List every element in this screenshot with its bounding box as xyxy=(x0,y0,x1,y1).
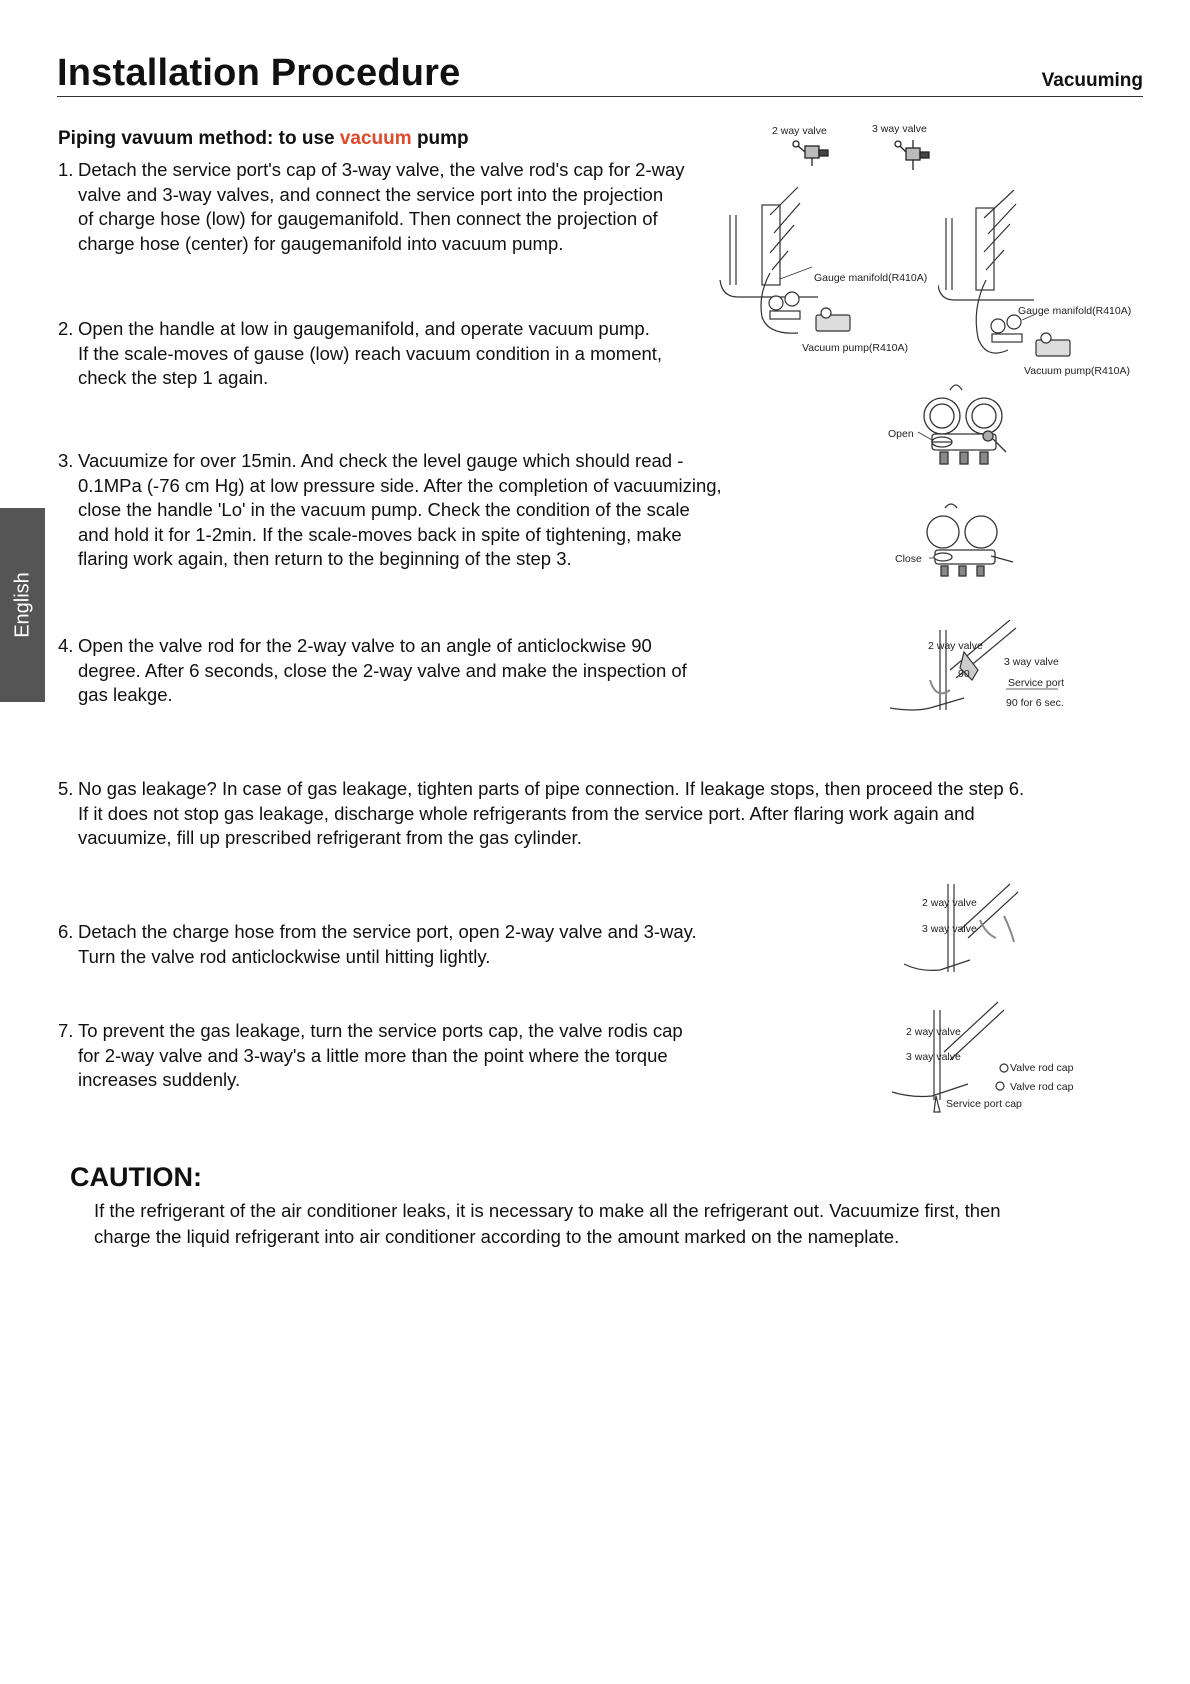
step-line: Detach the charge hose from the service port, open 2-way valve and 3-way. xyxy=(78,921,697,942)
step-line: close the handle 'Lo' in the vacuum pump. Check the condition of the scale xyxy=(78,499,690,520)
step-line: Vacuumize for over 15min. And check the level gauge which should read - xyxy=(78,450,684,471)
step-line: No gas leakage? In case of gas leakage, tighten parts of pipe connection. If leakage stops, then proceed the step 6. xyxy=(78,778,1025,799)
vacuum-setup-right-figure xyxy=(938,190,1138,385)
service-port-cap-label: Service port cap xyxy=(946,1098,1022,1110)
handle-icon xyxy=(934,553,952,561)
method-heading xyxy=(58,128,469,150)
method-heading-prefix: Piping vavuum method: to use xyxy=(58,128,340,149)
close-label: Close xyxy=(895,553,922,565)
method-heading-accent: vacuum xyxy=(339,128,412,149)
vacuum-pump-icon xyxy=(816,308,850,331)
manifold-close-figure xyxy=(895,500,1035,600)
step-line: Open the handle at low in gaugemanifold, and operate vacuum pump. xyxy=(78,318,650,339)
gauge-manifold-icon xyxy=(769,292,800,319)
page-title: Installation Procedure xyxy=(57,52,461,94)
valve-rod-cap-icon xyxy=(1000,1064,1008,1072)
three-way-valve-label: 3 way valve xyxy=(1004,656,1059,668)
step-line: gas leakge. xyxy=(78,684,173,705)
vacuum-pump-label: Vacuum pump(R410A) xyxy=(1024,365,1131,377)
step-line: vacuumize, fill up prescribed refrigerant from the gas cylinder. xyxy=(78,827,582,848)
valve-rod-cap-label: Valve rod cap xyxy=(1010,1062,1074,1074)
method-heading-suffix: pump xyxy=(411,128,469,149)
step-7 xyxy=(58,1019,683,1093)
vacuum-pump-icon xyxy=(1036,333,1070,356)
valve-rod-cap-label: Valve rod cap xyxy=(1010,1081,1074,1093)
two-way-valve-label: 2 way valve xyxy=(928,640,983,652)
angle-label: 90 xyxy=(958,668,970,680)
step-5 xyxy=(58,777,1024,851)
caution-text xyxy=(94,1198,1094,1250)
two-way-valve-icon xyxy=(793,141,828,166)
manifold-open-figure xyxy=(880,380,1030,490)
gauge-manifold-icon xyxy=(927,504,1013,576)
step-line: and hold it for 1-2min. If the scale-moves back in spite of tightening, make xyxy=(78,523,682,545)
step-line: To prevent the gas leakage, turn the service ports cap, the valve rodis cap xyxy=(78,1020,683,1041)
vacuum-pump-label: Vacuum pump(R410A) xyxy=(802,342,909,354)
two-way-valve-label: 2 way valve xyxy=(922,897,977,909)
service-port-label: Service port xyxy=(1008,677,1065,689)
step-number: 1. xyxy=(58,159,74,180)
gauge-manifold-label: Gauge manifold(R410A) xyxy=(1018,305,1132,317)
step-line: valve and 3-way valves, and connect the service port into the projection xyxy=(78,183,664,205)
timing-label: 90 for 6 sec. xyxy=(1006,697,1064,709)
step-4 xyxy=(58,634,687,708)
step-number: 2. xyxy=(58,318,74,339)
two-way-valve-label: 2 way valve xyxy=(772,125,827,137)
step-line: Detach the service port's cap of 3-way valve, the valve rod's cap for 2-way xyxy=(78,159,685,180)
step-line: increases suddenly. xyxy=(78,1069,241,1090)
step-number: 6. xyxy=(58,921,74,942)
header-divider xyxy=(57,96,1143,97)
two-way-valve-label: 2 way valve xyxy=(906,1026,961,1038)
vacuum-setup-left-figure xyxy=(718,185,938,360)
gauge-manifold-icon xyxy=(924,385,1006,464)
step-line: Open the valve rod for the 2-way valve to an angle of anticlockwise 90 xyxy=(78,635,652,656)
step-3 xyxy=(58,449,722,572)
three-way-valve-label: 3 way valve xyxy=(872,123,927,135)
step-number: 7. xyxy=(58,1020,74,1041)
gauge-manifold-icon xyxy=(991,315,1022,342)
gauge-manifold-label: Gauge manifold(R410A) xyxy=(814,272,928,284)
outdoor-unit-icon xyxy=(720,187,818,297)
outdoor-unit-icon xyxy=(938,190,1034,300)
step-line: 0.1MPa (-76 cm Hg) at low pressure side. After the completion of vacuumizing, xyxy=(78,474,722,496)
step-2 xyxy=(58,317,662,391)
step-line: of charge hose (low) for gaugemanifold. Then connect the projection of xyxy=(78,208,658,229)
caution-line: charge the liquid refrigerant into air conditioner according to the amount marked on the nameplate. xyxy=(94,1226,900,1247)
valve-rod-cap-icon xyxy=(996,1082,1004,1090)
valve-types-figure xyxy=(770,120,950,180)
three-way-valve-icon xyxy=(895,140,929,170)
caution-line: If the refrigerant of the air conditioner leaks, it is necessary to make all the refrigerant out. Vacuumize first, then xyxy=(94,1200,1001,1221)
step-line: charge hose (center) for gaugemanifold into vacuum pump. xyxy=(78,232,564,254)
step-line: degree. After 6 seconds, close the 2-way valve and make the inspection of xyxy=(78,659,687,681)
step6-valve-figure xyxy=(900,880,1050,975)
step-number: 5. xyxy=(58,778,74,799)
service-port-cap-icon xyxy=(934,1096,940,1112)
step-6 xyxy=(58,920,697,969)
language-label: English xyxy=(11,572,33,638)
caution-heading: CAUTION: xyxy=(70,1162,202,1192)
step-line: check the step 1 again. xyxy=(78,367,269,388)
step-1 xyxy=(58,158,685,256)
step-line: flaring work again, then return to the beginning of the step 3. xyxy=(78,548,572,569)
step-line: If the scale-moves of gause (low) reach vacuum condition in a moment, xyxy=(78,342,663,364)
valve-assembly-icon xyxy=(890,620,1016,710)
step7-valve-figure xyxy=(888,1000,1088,1120)
open-label: Open xyxy=(888,428,914,440)
three-way-valve-label: 3 way valve xyxy=(906,1051,961,1063)
language-tab[interactable] xyxy=(0,508,45,702)
step4-valve-figure xyxy=(890,620,1090,720)
step-number: 4. xyxy=(58,635,74,656)
step-number: 3. xyxy=(58,450,74,471)
step-line: for 2-way valve and 3-way's a little more than the point where the torque xyxy=(78,1044,668,1066)
section-label: Vacuuming xyxy=(1041,70,1143,91)
step-line: Turn the valve rod anticlockwise until hitting lightly. xyxy=(78,945,491,967)
three-way-valve-label: 3 way valve xyxy=(922,923,977,935)
step-line: If it does not stop gas leakage, discharge whole refrigerants from the service port. After flaring work again and xyxy=(78,802,975,824)
